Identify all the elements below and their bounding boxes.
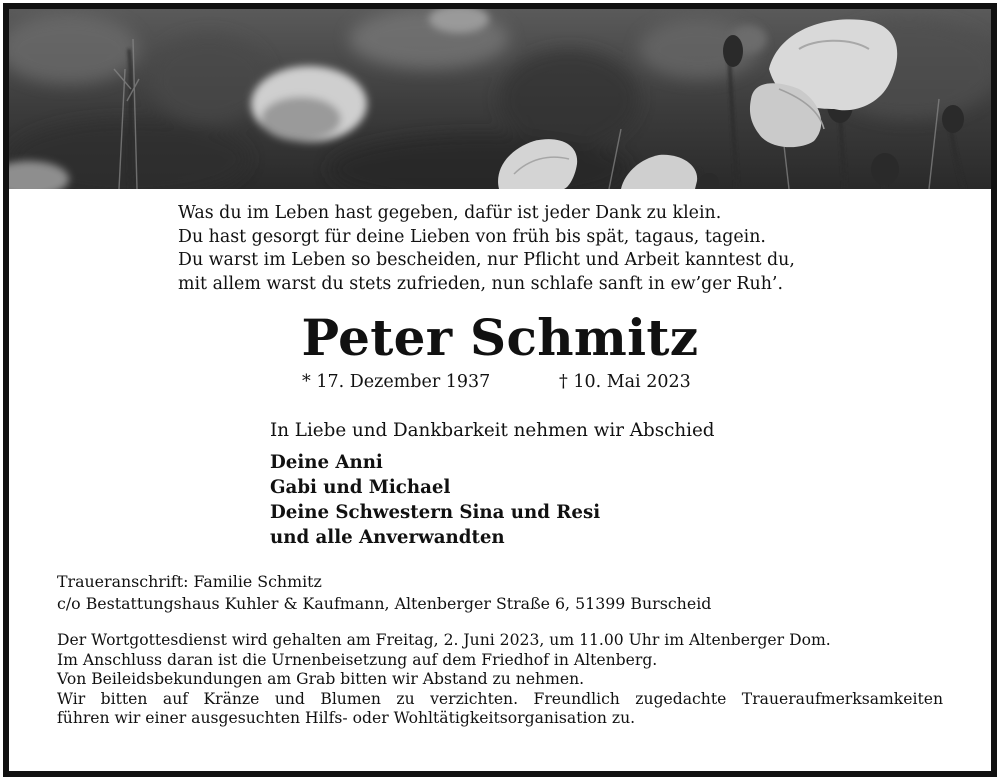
farewell-line: In Liebe und Dankbarkeit nehmen wir Abschied xyxy=(270,420,715,441)
birth-date: * 17. Dezember 1937 xyxy=(302,372,491,392)
obituary-notice xyxy=(9,9,991,771)
mourner-name: Deine Schwestern Sina und Resi xyxy=(270,502,601,523)
mourner-name: Deine Anni xyxy=(270,452,383,473)
mourners-list xyxy=(270,450,600,550)
mourner-name: Gabi und Michael xyxy=(270,477,451,498)
address-line: c/o Bestattungshaus Kuhler & Kaufmann, Altenberger Straße 6, 51399 Burscheid xyxy=(57,594,712,613)
notes-line: Der Wortgottesdienst wird gehalten am Freitag, 2. Juni 2023, um 11.00 Uhr im Altenberger Dom. xyxy=(57,631,831,649)
mourner-name: und alle Anverwandten xyxy=(270,527,505,548)
service-notes xyxy=(57,631,943,729)
notes-line: Im Anschluss daran ist die Urnenbeisetzung auf dem Friedhof in Altenberg. xyxy=(57,650,658,669)
notes-line: führen wir einer ausgesuchten Hilfs- oder Wohltätigkeitsorganisation zu. xyxy=(57,709,636,727)
poem-line: Was du im Leben hast gegeben, dafür ist jeder Dank zu klein. xyxy=(178,203,722,223)
notes-line: Von Beileidsbekundungen am Grab bitten wir Abstand zu nehmen. xyxy=(57,670,585,688)
address-line: Traueranschrift: Familie Schmitz xyxy=(57,572,322,591)
notes-line: Wir bitten auf Kränze und Blumen zu verzichten. Freundlich zugedachte Traueraufmerksamkeiten xyxy=(57,689,943,708)
poem-line: mit allem warst du stets zufrieden, nun schlafe sanft in ew’ger Ruh’. xyxy=(178,274,783,295)
poem-line: Du hast gesorgt für deine Lieben von früh bis spät, tagaus, tagein. xyxy=(178,226,766,247)
death-date: † 10. Mai 2023 xyxy=(559,372,691,392)
deceased-name: Peter Schmitz xyxy=(301,308,699,367)
memorial-poem xyxy=(178,202,858,297)
poem-line: Du warst im Leben so bescheiden, nur Pflicht und Arbeit kanntest du, xyxy=(178,250,795,271)
mourning-address xyxy=(57,571,711,615)
poppy-field-photo xyxy=(9,9,991,189)
notice-border xyxy=(3,3,997,777)
